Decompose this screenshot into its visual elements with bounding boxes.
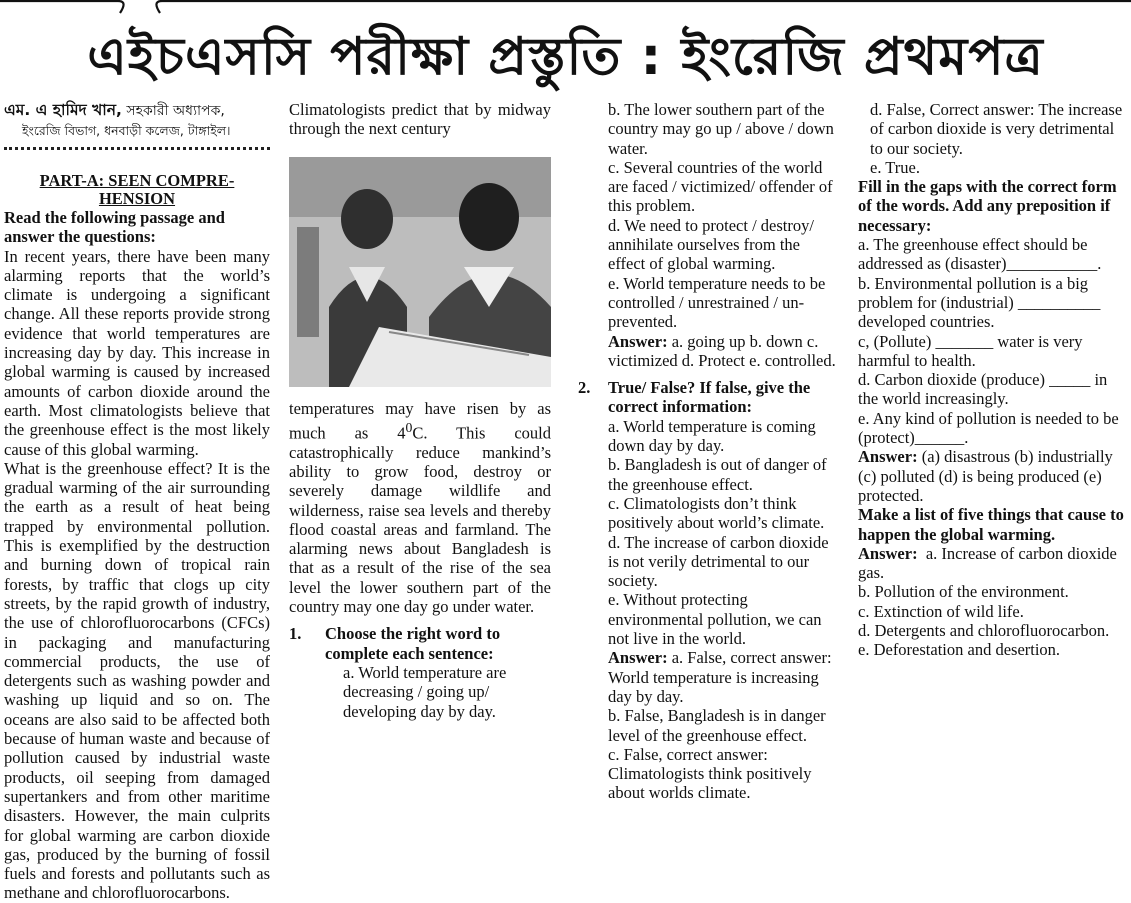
q1-answer: Answer: a. going up b. down c. victimized d. Protect e. controlled. — [608, 331, 836, 370]
q3-item-d: d. Carbon dioxide (produce) _____ in the world increasingly. — [858, 370, 1108, 409]
q1-item-e: e. World temperature needs to be controlled / unrestrained / un-prevented. — [608, 273, 826, 332]
q4-answer-b: b. Pollution of the environment. — [858, 582, 1069, 602]
q2-item-b: b. Bangladesh is out of danger of the greenhouse effect. — [608, 455, 827, 494]
passage-paragraph-2: What is the greenhouse effect? It is the gradual warming of the air surrounding the earth as a result of heat being trapped by environmental pollution. This is exemplified by the destruction and burning down of tropical rain forests, by traffic that clogs up city streets, by the rapid growth of industry, the use of chlorofluorocarbons (CFCs) in packaging and manufacturing commercial products, the use of detergents such as washing powder and washing up liquid and so on. The oceans are also said to be affected both because of human waste and because of pollution caused by industrial waste products, oil seeping from damaged supertankers and from other maritime disasters. However, the main culprits for global warming are carbon dioxide gas, produced by the burning of fossil fuels and forests and pollutants such as methane and chlorofluorocarbons. — [4, 458, 270, 903]
passage-instruction: Read the following passage and answer the questions: — [4, 208, 225, 247]
section-title: PART-A: SEEN COMPRE-HENSION — [39, 171, 235, 208]
q3-item-c: c, (Pollute) _______ water is very harmful to health. — [858, 331, 1083, 370]
q3-answer: Answer: (a) disastrous (b) industrially (c) polluted (d) is being produced (e) protected. — [858, 447, 1113, 505]
q2-answer-d: d. False, Correct answer: The increase of carbon dioxide is very detrimental to our society. — [870, 100, 1123, 158]
q1-item-c: c. Several countries of the world are faced / victimized/ offender of this problem. — [608, 157, 833, 216]
header-frame — [0, 0, 1131, 14]
q1-item-d: d. We need to protect / destroy/ annihilate ourselves from the effect of global warming. — [608, 215, 814, 274]
q1-item-a: a. World temperature are decreasing / going up/ developing day by day. — [343, 662, 507, 721]
q2-answer-c: c. False, correct answer: Climatologists think positively about worlds climate. — [608, 744, 812, 803]
author-affiliation: ইংরেজি বিভাগ, ধনবাড়ী কলেজ, টাঙ্গাইল। — [22, 123, 231, 138]
q4-answer-d: d. Detergents and chlorofluorocarbon. — [858, 621, 1110, 641]
column-3 — [578, 100, 840, 864]
passage-paragraph-3: Climatologists predict that by midway through the next century — [289, 100, 551, 139]
q2-item-a: a. World temperature is coming down day by day. — [608, 416, 816, 456]
question-4-heading: Make a list of five things that cause to happen the global warming. — [858, 505, 1124, 544]
column-1 — [4, 100, 270, 903]
q4-answer-c: c. Extinction of wild life. — [858, 601, 1024, 621]
q4-answer-e: e. Deforestation and desertion. — [858, 640, 1061, 660]
q1-item-b: b. The lower southern part of the country may go up / above / down water. — [608, 100, 834, 158]
author-role: সহকারী অধ্যাপক, — [126, 103, 225, 119]
q2-answer-a: Answer: a. False, correct answer: World temperature is increasing day by day. — [608, 648, 832, 706]
question-1-heading: 1. Choose the right word to complete each sentence: — [289, 624, 501, 663]
question-3-heading: Fill in the gaps with the correct form of the words. Add any preposition if necessary: — [858, 177, 1117, 235]
column-4 — [858, 100, 1126, 864]
passage-paragraph-1: In recent years, there have been many alarming reports that the world’s climate is undergoing a significant change. All these reports provide strong evidence that world temperatures are increasing day by day. This increase in global warming is caused by increased amounts of carbon dioxide around the earth. Most climatologists believe that the greenhouse effect is the most likely cause of this global warming. — [4, 246, 270, 459]
q2-item-d: d. The increase of carbon dioxide is not verily detrimental to our society. — [608, 532, 829, 591]
q2-item-e: e. Without protecting environmental pollution, we can not live in the world. — [608, 590, 822, 649]
question-2-heading: 2. True/ False? If false, give the correct information: — [578, 378, 811, 417]
q4-answer-a: Answer: a. Increase of carbon dioxide gas. — [858, 543, 1117, 583]
q3-item-b: b. Environmental pollution is a big problem for (industrial) __________ developed countries. — [858, 273, 1101, 332]
q2-answer-e: e. True. — [870, 157, 920, 177]
page-headline: এইচএসসি পরীক্ষা প্রস্তুতি : ইংরেজি প্রথমপত্র — [87, 27, 1044, 87]
students-exam-photo — [289, 157, 551, 387]
q2-answer-b: b. False, Bangladesh is in danger level of the greenhouse effect. — [608, 706, 826, 745]
column-2 — [289, 100, 551, 864]
author-name: এম. এ হামিদ খান, — [4, 101, 122, 119]
q3-item-e: e. Any kind of pollution is needed to be (protect)______. — [858, 408, 1119, 448]
q2-item-c: c. Climatologists don’t think positively about world’s climate. — [608, 493, 825, 533]
passage-paragraph-3-continued: temperatures may have risen by as much as $4^0C$. This could catastrophically reduce mankind’s ability to grow food, destroy or severely damage wildlife and wilderness, raise sea levels and thereby flood coastal areas and farmland. The alarming news about Bangladesh is that as a result of the rise of the sea level the lower southern part of the country may one day go under water. — [289, 398, 552, 617]
dotted-divider — [4, 145, 270, 150]
author-byline — [4, 100, 270, 141]
q3-item-a: a. The greenhouse effect should be addressed as (disaster)___________. — [858, 235, 1102, 274]
